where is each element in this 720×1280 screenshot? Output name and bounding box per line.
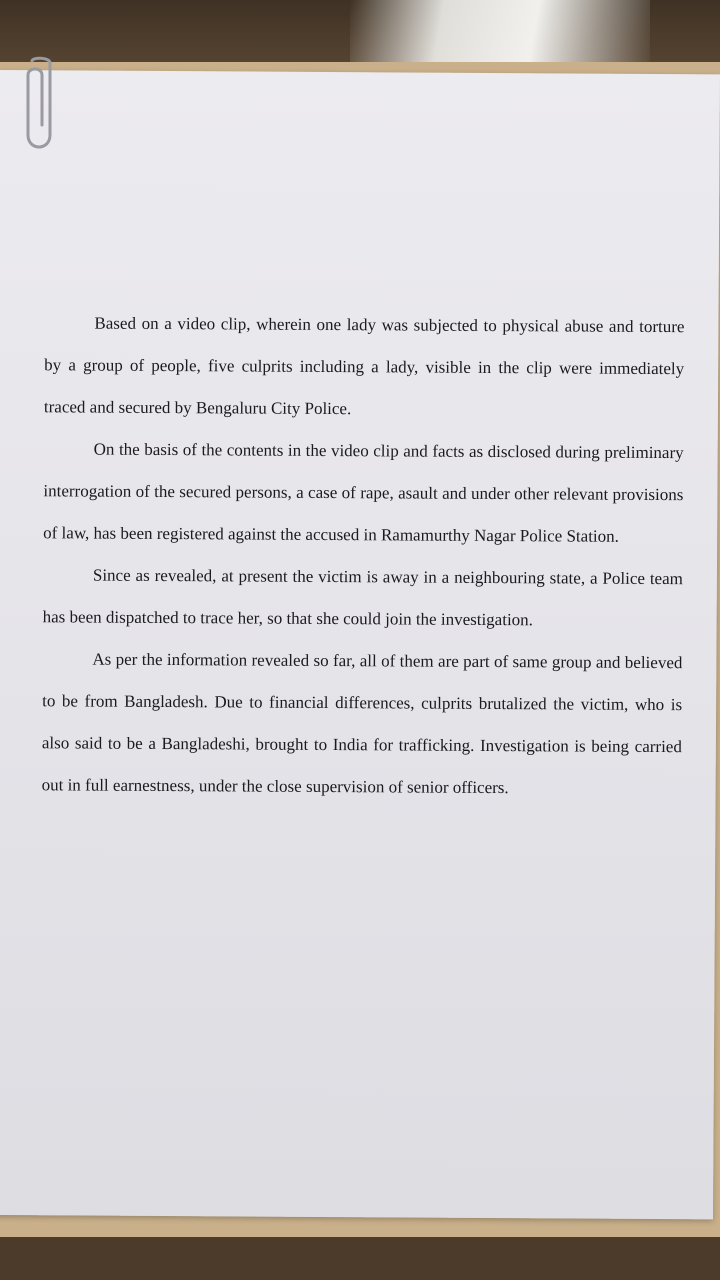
paper-sheet [0,70,720,1219]
paragraph-4: As per the information revealed so far, all of them are part of same group and believed to be from Bangladesh. Due to financial differences, culprits brutalized the victim, who is also said to be a Bangladeshi, brought to India for trafficking. Investigation is being carried out in full earnestness, under the close supervision of senior officers. [41,649,683,798]
paper-clip-icon [22,55,60,155]
paragraph-2: On the basis of the contents in the video clip and facts as disclosed during preliminary interrogation of the secured persons, a case of rape, asault and under other relevant provisions of law, has been registered against the accused in Ramamurthy Nagar Police Station. [43,439,684,546]
paragraph-1: Based on a video clip, wherein one lady was subjected to physical abuse and torture by a group of people, five culprits including a lady, visible in the clip were immediately traced and secured by Bengaluru City Police. [43,313,685,419]
paragraph-3: Since as revealed, at present the victim is away in a neighbouring state, a Police team has been dispatched to trace her, so that she could join the investigation. [42,565,683,630]
document-body [42,302,685,810]
